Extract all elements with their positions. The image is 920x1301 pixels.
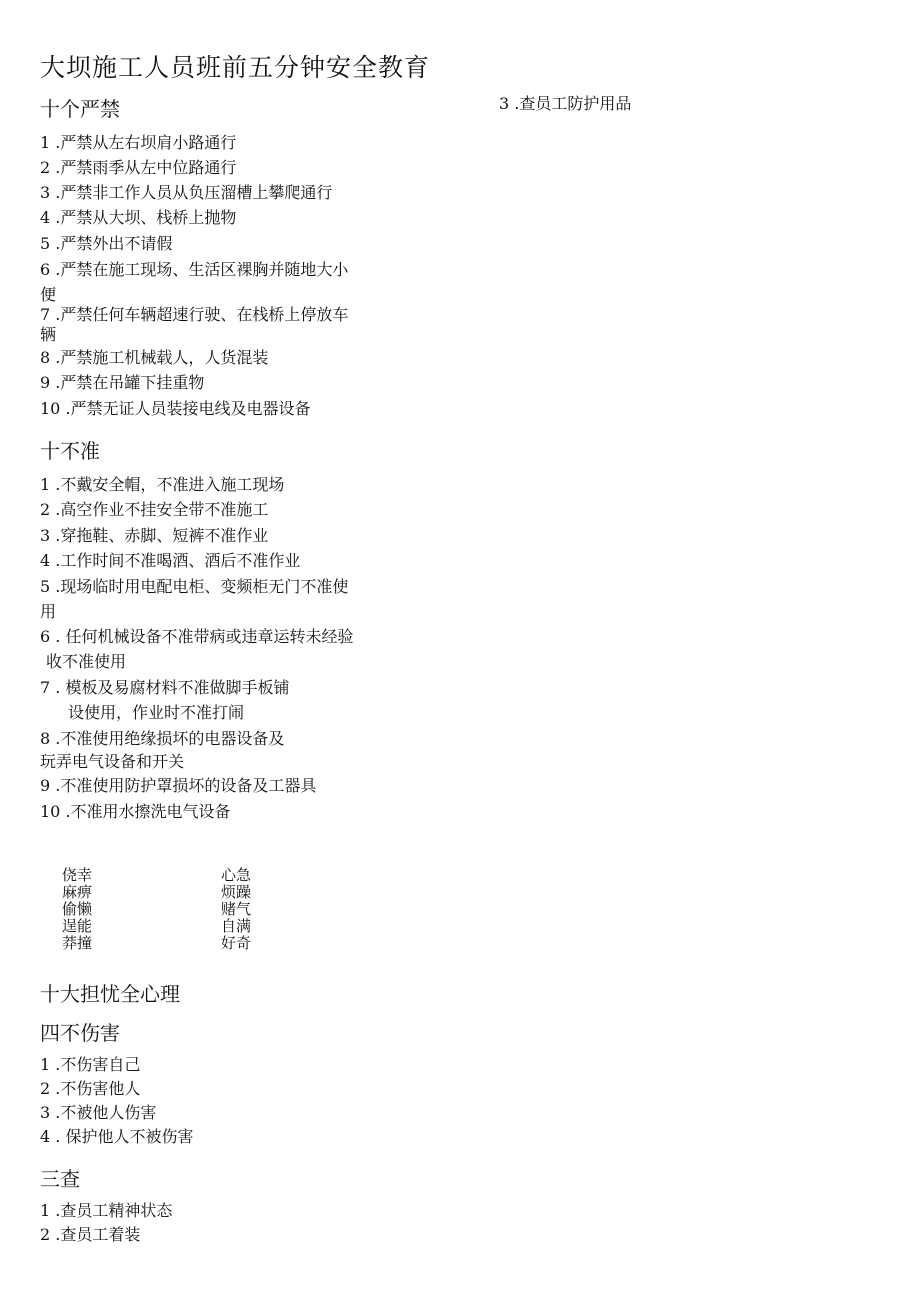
psychology-left-column: [62, 867, 92, 952]
section-heading-ten-bans: 十个严禁: [40, 97, 120, 121]
psychology-word: 偷懒: [62, 900, 93, 918]
list-item: 1 .不戴安全帽，不准进入施工现场: [40, 475, 285, 494]
list-item-continued: 辆: [40, 325, 57, 344]
list-item: 4 . 保护他人不被伤害: [40, 1127, 194, 1146]
list-item-continued: 玩弄电气设备和开关: [40, 752, 185, 771]
section-heading-four-no-harm: 四不伤害: [40, 1021, 120, 1045]
list-item: 3 .穿拖鞋、赤脚、短裤不准作业: [40, 526, 269, 545]
list-item: 2 .查员工着装: [40, 1225, 141, 1244]
list-item: 1 .查员工精神状态: [40, 1201, 173, 1220]
list-item-continued-column: 3 .查员工防护用品: [499, 94, 632, 113]
psychology-word: 自满: [221, 917, 252, 935]
psychology-word: 赌气: [221, 900, 252, 918]
list-item: 2 .严禁雨季从左中位路通行: [40, 158, 237, 177]
list-item: 10 .不准用水擦洗电气设备: [40, 802, 231, 821]
list-item: 7 .严禁任何车辆超速行驶、在栈桥上停放车: [40, 305, 349, 324]
list-item: 3 .严禁非工作人员从负压溜槽上攀爬通行: [40, 183, 333, 202]
list-item: 7 . 模板及易腐材料不准做脚手板铺: [40, 678, 290, 697]
list-item-continued: 收不准使用: [46, 652, 127, 671]
psychology-word: 烦躁: [221, 883, 252, 901]
section-heading-ten-not-allowed: 十不准: [40, 439, 100, 463]
psychology-word: 好奇: [221, 934, 252, 952]
list-item-continued: 设使用，作业时不准打闹: [68, 703, 245, 722]
list-item: 8 .不准使用绝缘损坏的电器设备及: [40, 729, 285, 748]
list-item: 1 .不伤害自己: [40, 1055, 141, 1074]
list-item-continued: 便: [40, 285, 57, 304]
list-item: 1 .严禁从左右坝肩小路通行: [40, 133, 237, 152]
list-item: 2 .不伤害他人: [40, 1079, 141, 1098]
list-item: 10 .严禁无证人员装接电线及电器设备: [40, 399, 311, 418]
list-item: 6 . 任何机械设备不准带病或违章运转未经验: [40, 627, 354, 646]
list-item: 5 .严禁外出不请假: [40, 234, 173, 253]
list-item: 3 .不被他人伤害: [40, 1103, 157, 1122]
list-item: 4 .工作时间不准喝酒、酒后不准作业: [40, 551, 301, 570]
list-item: 9 .不准使用防护罩损坏的设备及工器具: [40, 776, 317, 795]
psychology-word: 麻痹: [62, 883, 93, 901]
page-title: 大坝施工人员班前五分钟安全教育: [40, 53, 431, 82]
list-item: 6 .严禁在施工现场、生活区裸胸并随地大小: [40, 260, 349, 279]
psychology-word: 莽撞: [62, 934, 93, 952]
section-heading-three-checks: 三查: [40, 1167, 80, 1191]
psychology-word: 侥幸: [62, 866, 93, 884]
list-item: 2 .高空作业不挂安全带不准施工: [40, 500, 269, 519]
list-item: 5 .现场临时用电配电柜、变频柜无门不准使: [40, 577, 349, 596]
psychology-word: 逞能: [62, 917, 93, 935]
list-item: 9 .严禁在吊罐下挂重物: [40, 373, 205, 392]
section-heading-ten-mindsets: 十大担忧全心理: [40, 982, 180, 1006]
psychology-right-column: [221, 867, 251, 952]
list-item: 8 .严禁施工机械载人，人货混装: [40, 348, 269, 367]
psychology-word: 心急: [221, 866, 252, 884]
list-item: 4 .严禁从大坝、栈桥上抛物: [40, 208, 237, 227]
list-item-continued: 用: [40, 602, 57, 621]
